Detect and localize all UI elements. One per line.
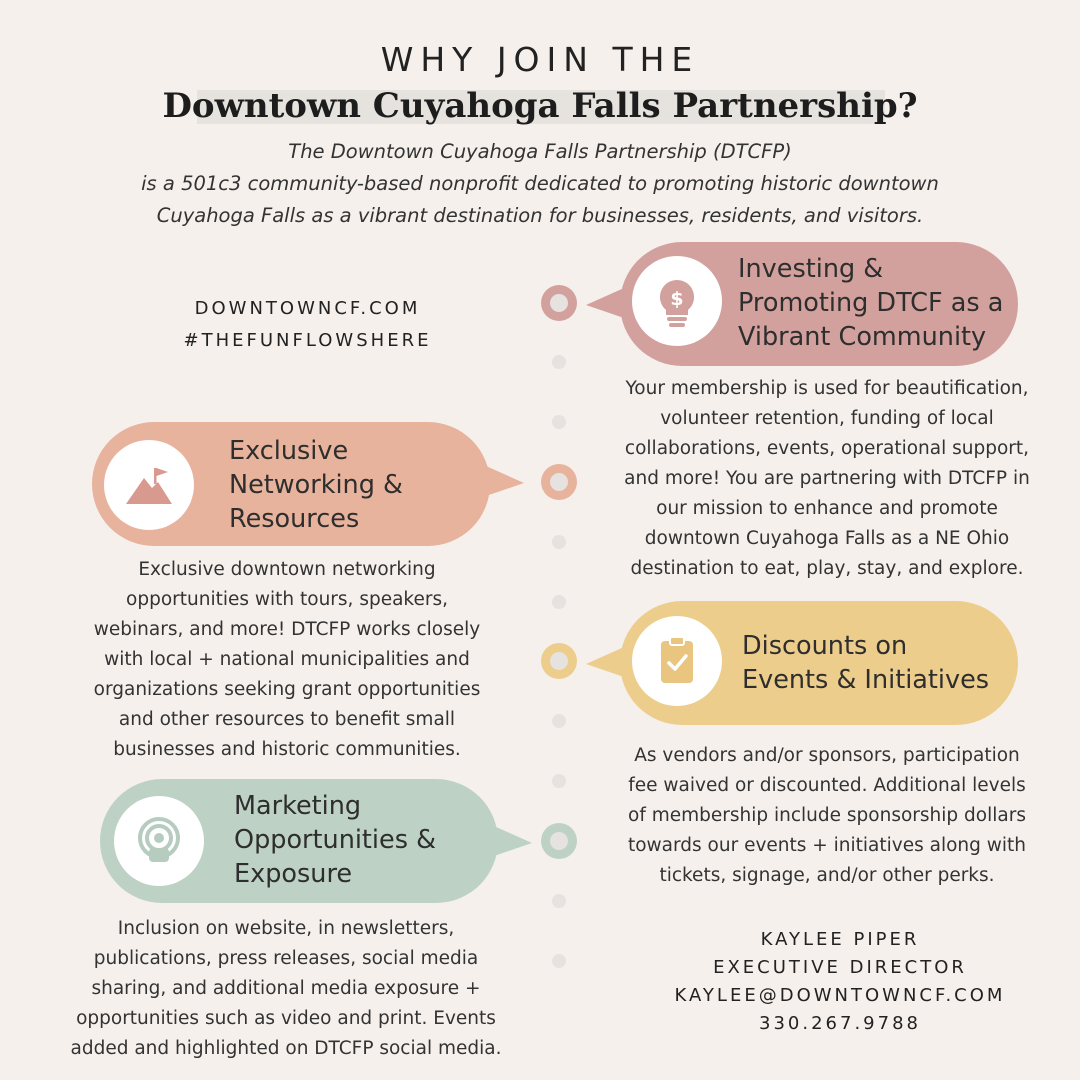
page-title: Downtown Cuyahoga Falls Partnership? <box>162 86 918 126</box>
benefit-title: Discounts on Events & Initiatives <box>742 631 990 695</box>
contact-email[interactable]: KAYLEE@DOWNTOWNCF.COM <box>674 985 1006 1006</box>
benefit-description: Exclusive downtown networking opportunities with tours, speakers, webinars, and more! DTCFP works closely with local + national municipalities and organizations seeking grant opportunities and other resources to benefit small businesses and historic communities. <box>93 559 481 760</box>
contact-role: EXECUTIVE DIRECTOR <box>713 957 967 978</box>
pointer-arrow <box>486 466 526 496</box>
benefit-description: As vendors and/or sponsors, participation fee waived or discounted. Additional levels of membership include sponsorship dollars towards our events + initiatives along with tickets, signage, and/or other perks. <box>627 745 1027 886</box>
benefit-description: Your membership is used for beautification, volunteer retention, funding of local collaborations, events, operational support, and more! You are partnering with DTCFP in our mission to enhance and promote downtown Cuyahoga Falls as a NE Ohio destination to eat, play, stay, and explore. <box>624 378 1030 579</box>
timeline-node-discounts <box>541 643 577 679</box>
header-kicker: WHY JOIN THE <box>380 40 700 79</box>
contact-name: KAYLEE PIPER <box>760 929 920 950</box>
clipboard-check-icon <box>632 616 722 706</box>
benefit-title: Exclusive Networking & Resources <box>229 436 403 534</box>
timeline-dot <box>552 714 566 728</box>
benefit-description: Inclusion on website, in newsletters, publications, press releases, social media sharing, and additional media exposure + opportunities such as video and print. Events added and highlighted on DTCFP social media. <box>70 918 502 1059</box>
timeline-dot <box>552 894 566 908</box>
dollar-lightbulb-icon <box>632 256 722 346</box>
website-link[interactable]: DOWNTOWNCF.COM <box>194 298 421 319</box>
benefit-title: Investing & Promoting DTCF as a Vibrant Community <box>738 254 1004 352</box>
broadcast-person-icon <box>114 796 204 886</box>
intro-line: is a 501c3 community-based nonprofit dedicated to promoting historic downtown <box>141 172 939 195</box>
contact-phone[interactable]: 330.267.9788 <box>759 1013 921 1034</box>
icon-circle <box>632 256 722 346</box>
icon-circle <box>104 440 194 530</box>
timeline-dot <box>552 774 566 788</box>
timeline-dot <box>552 535 566 549</box>
mountain-flag-icon <box>104 440 194 530</box>
intro-line: The Downtown Cuyahoga Falls Partnership (DTCFP) <box>288 140 792 163</box>
icon-circle <box>114 796 204 886</box>
hashtag: #THEFUNFLOWSHERE <box>183 330 432 351</box>
pointer-arrow <box>584 288 624 318</box>
web-links <box>150 293 465 357</box>
pointer-arrow <box>494 826 534 856</box>
contact-block <box>640 926 1040 1038</box>
timeline-dot <box>552 954 566 968</box>
benefit-title: Marketing Opportunities & Exposure <box>234 791 436 889</box>
timeline-dot <box>552 415 566 429</box>
pointer-arrow <box>584 647 624 677</box>
svg-text:$: $ <box>670 288 684 310</box>
intro-text <box>90 136 990 232</box>
timeline-node-marketing <box>541 823 577 859</box>
timeline-dot <box>552 355 566 369</box>
intro-line: Cuyahoga Falls as a vibrant destination for businesses, residents, and visitors. <box>156 204 924 227</box>
timeline-node-investing <box>541 285 577 321</box>
timeline-node-networking <box>541 464 577 500</box>
timeline-dot <box>552 595 566 609</box>
icon-circle <box>632 616 722 706</box>
